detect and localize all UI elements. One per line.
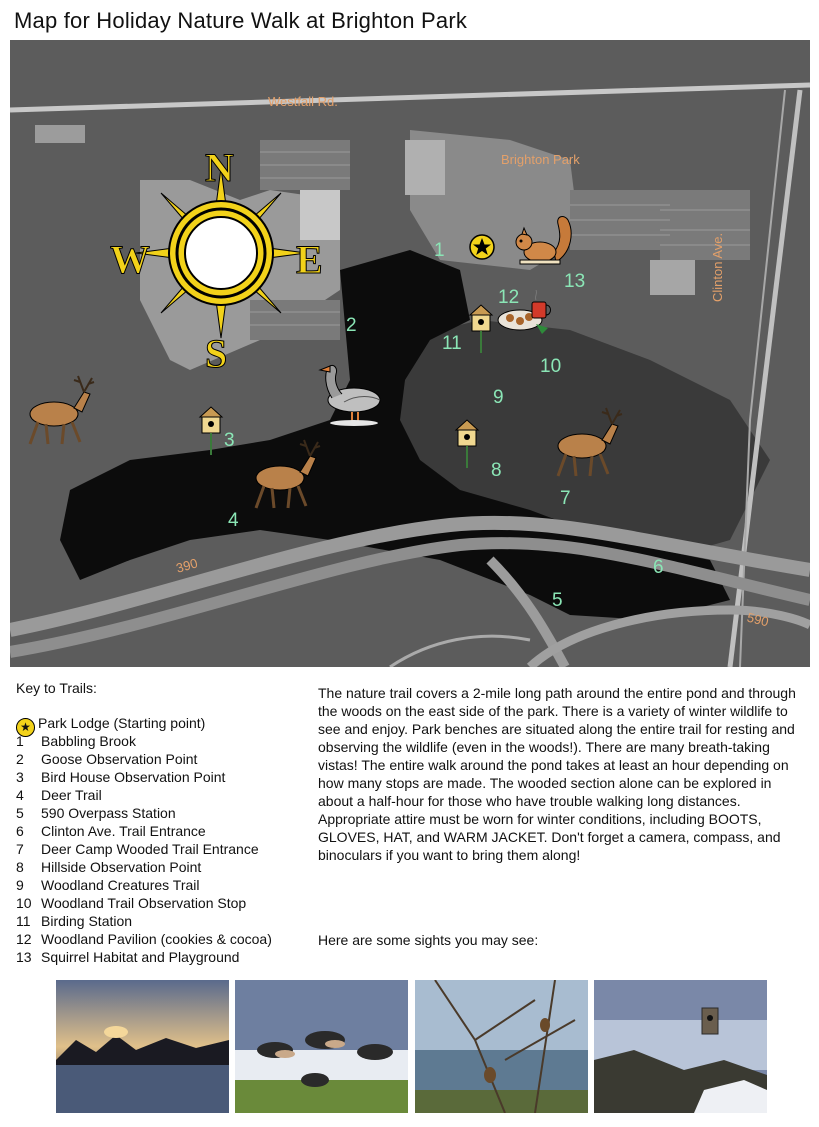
label-highway-390: 390 xyxy=(174,555,200,576)
star-icon: ★ xyxy=(16,718,35,737)
sunset-photo xyxy=(56,980,229,1113)
marker-5: 5 xyxy=(552,590,563,611)
marker-3: 3 xyxy=(224,430,235,451)
key-item: 12 Woodland Pavilion (cookies & cocoa) xyxy=(16,931,272,947)
key-item: 2 Goose Observation Point xyxy=(16,751,198,767)
label-highway-590: 590 xyxy=(745,609,771,630)
compass-south: S xyxy=(205,331,228,376)
deer-icon xyxy=(240,436,324,512)
key-item: 3 Bird House Observation Point xyxy=(16,769,226,785)
compass-west: W xyxy=(110,237,150,282)
key-item: 5 590 Overpass Station xyxy=(16,805,176,821)
marker-10: 10 xyxy=(540,356,562,377)
trail-description: The nature trail covers a 2-mile long path around the entire pond and through the woods on the east side of the park. There is a variety of winter wildlife to see and enjoy. Park benches are situated along the entire trail for resting and observing the wildlife (even in the woods!). There are many breath-taking vistas! The entire walk around the pond takes at least an hour depending on how many stops are made. The wooded section alone can be explored in about a half-hour for those who have trouble walking long distances. Appropriate attire must be worn for winter conditions, including BOOTS, GLOVES, HAT, and WARM JACKET. Don't forget a camera, compass, and binoculars if you want to bring them along! xyxy=(318,685,796,863)
marker-9: 9 xyxy=(493,387,504,408)
deer-icon xyxy=(14,372,98,448)
key-item: 4 Deer Trail xyxy=(16,787,102,803)
key-item: 10 Woodland Trail Observation Stop xyxy=(16,895,247,911)
goose-icon xyxy=(314,360,384,426)
key-item: 7 Deer Camp Wooded Trail Entrance xyxy=(16,841,259,857)
marker-12: 12 xyxy=(498,287,520,308)
trail-map xyxy=(10,40,810,667)
label-brighton-park: Brighton Park xyxy=(501,152,580,167)
compass-north: N xyxy=(205,145,234,190)
marker-8: 8 xyxy=(491,460,502,481)
marker-11: 11 xyxy=(442,333,462,354)
star-icon xyxy=(468,233,496,261)
key-item-park-lodge: ★ Park Lodge (Starting point) xyxy=(16,714,272,732)
key-title: Key to Trails: xyxy=(16,680,97,696)
pond-birdhouse-photo xyxy=(594,980,767,1113)
key-item: 13 Squirrel Habitat and Playground xyxy=(16,949,240,965)
squirrel-icon xyxy=(512,212,574,266)
marker-2: 2 xyxy=(346,315,357,336)
marker-6: 6 xyxy=(653,557,664,578)
marker-7: 7 xyxy=(560,488,571,509)
birdhouse-icon xyxy=(198,405,224,455)
key-item: 11 Birding Station xyxy=(16,913,133,929)
birdhouse-icon xyxy=(454,418,480,468)
compass-east: E xyxy=(296,237,323,282)
label-westfall-rd: Westfall Rd. xyxy=(268,94,338,109)
sights-label: Here are some sights you may see: xyxy=(318,932,539,948)
key-list xyxy=(16,714,272,966)
key-item: 1 Babbling Brook xyxy=(16,733,136,749)
key-item: 6 Clinton Ave. Trail Entrance xyxy=(16,823,206,839)
key-item: 9 Woodland Creatures Trail xyxy=(16,877,200,893)
geese-photo xyxy=(235,980,408,1113)
marker-1: 1 xyxy=(434,240,445,261)
cocoa-icon xyxy=(496,290,558,336)
birdhouse-icon xyxy=(468,303,494,353)
tree-branches-photo xyxy=(415,980,588,1113)
key-item: 8 Hillside Observation Point xyxy=(16,859,202,875)
deer-icon xyxy=(542,404,626,480)
page-title: Map for Holiday Nature Walk at Brighton Park xyxy=(14,8,468,33)
marker-13: 13 xyxy=(564,271,586,292)
label-clinton-ave: Clinton Ave. xyxy=(710,232,725,302)
marker-4: 4 xyxy=(228,510,239,531)
